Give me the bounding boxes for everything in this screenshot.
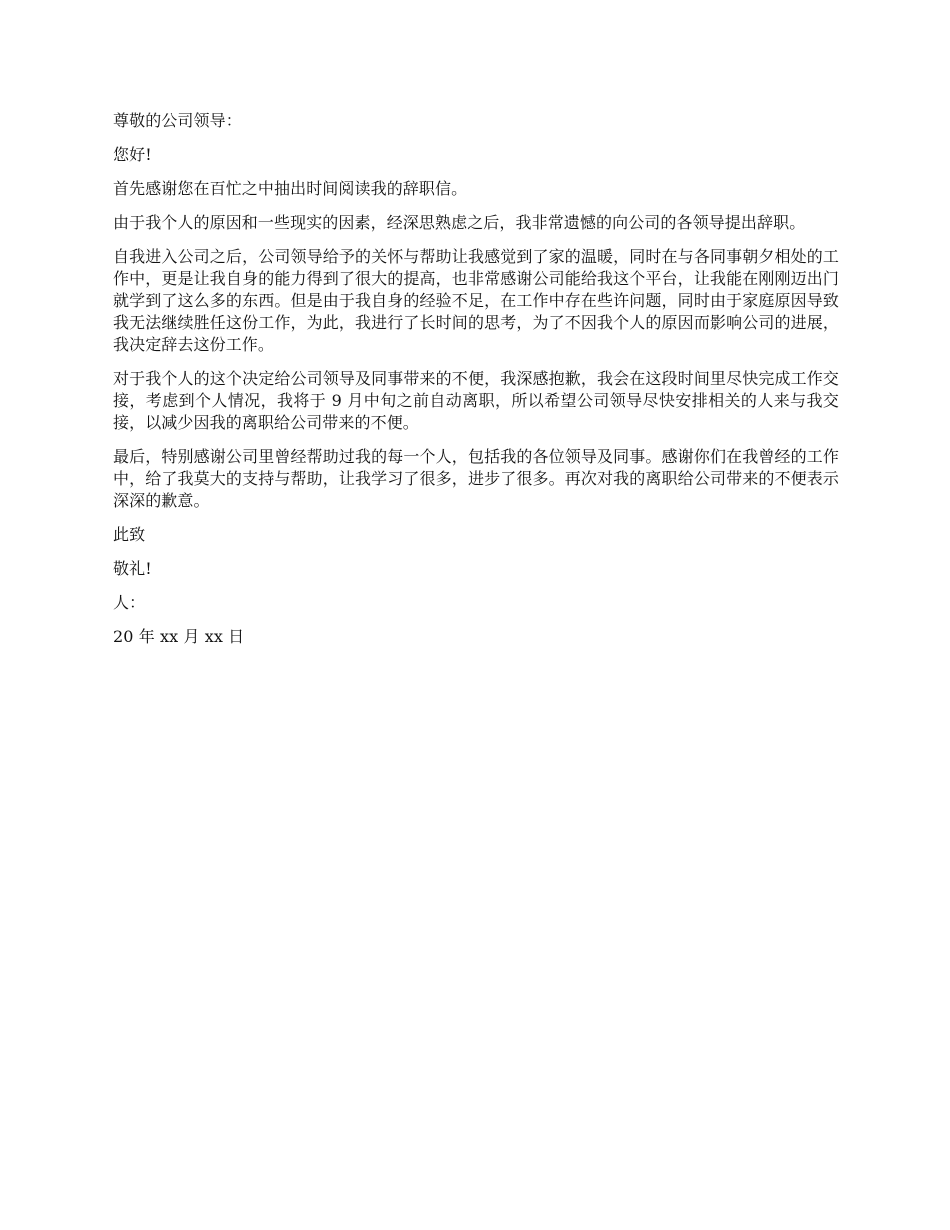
paragraph-handover: 对于我个人的这个决定给公司领导及同事带来的不便，我深感抱歉，我会在这段时间里尽快完成工作交接，考虑到个人情况，我将于 9 月中旬之前自动离职，所以希望公司领导尽快安排相关的人来与我交接，以减少因我的离职给公司带来的不便。 bbox=[113, 369, 839, 432]
paragraph-reason: 由于我个人的原因和一些现实的因素，经深思熟虑之后，我非常遗憾的向公司的各领导提出辞职。 bbox=[113, 213, 806, 232]
paragraph-thanks: 首先感谢您在百忙之中抽出时间阅读我的辞职信。 bbox=[113, 179, 468, 198]
salutation: 尊敬的公司领导： bbox=[113, 111, 242, 130]
paragraph-closing-thanks: 最后，特别感谢公司里曾经帮助过我的每一个人，包括我的各位领导及同事。感谢你们在我曾经的工作中，给了我莫大的支持与帮助，让我学习了很多，进步了很多。再次对我的离职给公司带来的不便表示深深的歉意。 bbox=[113, 447, 839, 510]
signature-label: 人： bbox=[113, 593, 146, 612]
greeting: 您好! bbox=[113, 145, 152, 164]
paragraph-experience: 自我进入公司之后，公司领导给予的关怀与帮助让我感觉到了家的温暖，同时在与各同事朝夕相处的工作中，更是让我自身的能力得到了很大的提高，也非常感谢公司能给我这个平台，让我能在刚刚迈出门就学到了这么多的东西。但是由于我自身的经验不足，在工作中存在些许问题，同时由于家庭原因导致我无法继续胜任这份工作，为此，我进行了长时间的思考，为了不因我个人的原因而影响公司的进展，我决定辞去这份工作。 bbox=[113, 247, 839, 354]
letter-body bbox=[113, 110, 839, 660]
closing: 此致 bbox=[113, 525, 146, 544]
letter-date: 20 年 xx 月 xx 日 bbox=[113, 627, 245, 646]
regards: 敬礼! bbox=[113, 559, 152, 578]
